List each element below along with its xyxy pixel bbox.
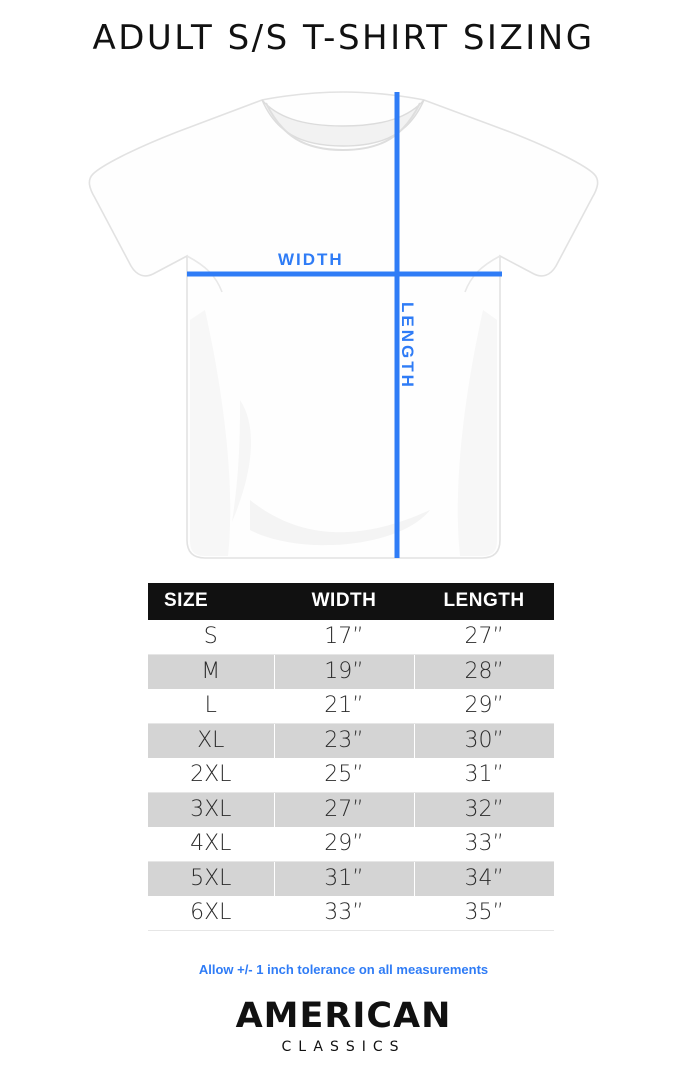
brand-subtitle: CLASSICS xyxy=(281,1039,406,1055)
table-row xyxy=(148,620,554,655)
table-header-row xyxy=(148,583,554,620)
cell-length: 29” xyxy=(414,689,554,724)
cell-width: 27” xyxy=(274,793,414,828)
cell-length: 27” xyxy=(414,620,554,655)
cell-size: M xyxy=(148,655,274,690)
cell-size: S xyxy=(148,620,274,655)
cell-width: 25” xyxy=(274,758,414,793)
table-row xyxy=(148,793,554,828)
width-label: WIDTH xyxy=(278,250,344,269)
table-row xyxy=(148,689,554,724)
length-label: LENGTH xyxy=(398,302,417,390)
cell-size: 4XL xyxy=(148,827,274,862)
cell-width: 21” xyxy=(274,689,414,724)
table-row xyxy=(148,758,554,793)
tshirt-diagram xyxy=(0,70,687,570)
cell-size: 3XL xyxy=(148,793,274,828)
cell-length: 33” xyxy=(414,827,554,862)
page-title: ADULT S/S T-SHIRT SIZING xyxy=(92,18,595,58)
cell-length: 32” xyxy=(414,793,554,828)
header-length: LENGTH xyxy=(414,583,554,620)
cell-size: 5XL xyxy=(148,862,274,897)
cell-width: 31” xyxy=(274,862,414,897)
header-width: WIDTH xyxy=(274,583,414,620)
table-row xyxy=(148,827,554,862)
size-chart-table xyxy=(148,583,554,931)
cell-size: XL xyxy=(148,724,274,759)
header-size: SIZE xyxy=(148,583,274,620)
cell-length: 35” xyxy=(414,896,554,931)
cell-length: 30” xyxy=(414,724,554,759)
table-row xyxy=(148,655,554,690)
tshirt-illustration xyxy=(0,70,687,570)
cell-size: L xyxy=(148,689,274,724)
cell-length: 34” xyxy=(414,862,554,897)
cell-size: 2XL xyxy=(148,758,274,793)
cell-length: 28” xyxy=(414,655,554,690)
cell-width: 33” xyxy=(274,896,414,931)
table-row xyxy=(148,862,554,897)
cell-size: 6XL xyxy=(148,896,274,931)
brand-name: AMERICAN xyxy=(235,996,452,1036)
cell-width: 29” xyxy=(274,827,414,862)
cell-width: 17” xyxy=(274,620,414,655)
table-row xyxy=(148,724,554,759)
cell-width: 19” xyxy=(274,655,414,690)
table-row xyxy=(148,896,554,931)
tolerance-note: Allow +/- 1 inch tolerance on all measurements xyxy=(198,962,489,977)
cell-width: 23” xyxy=(274,724,414,759)
cell-length: 31” xyxy=(414,758,554,793)
